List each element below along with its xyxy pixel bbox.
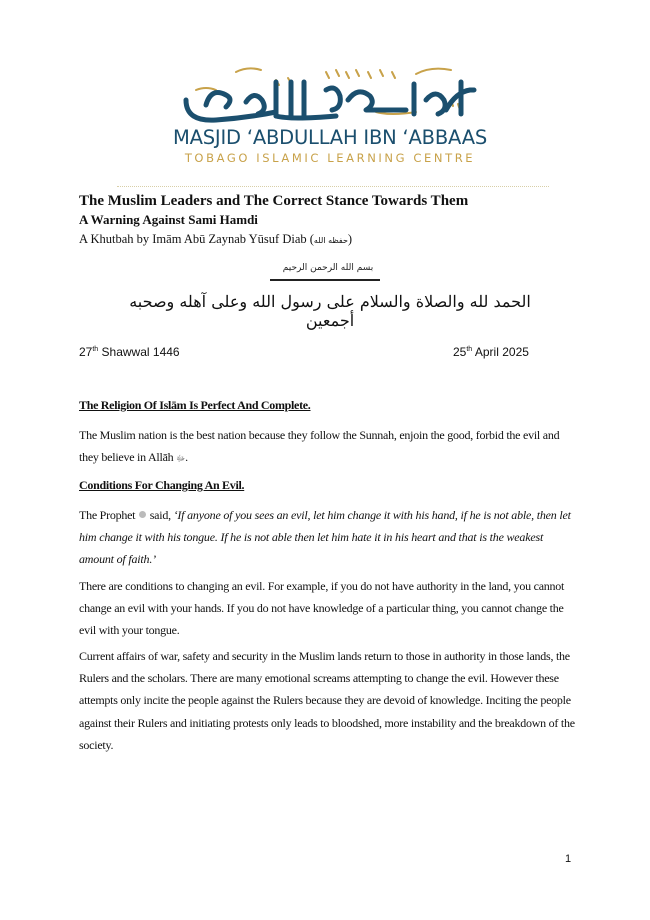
hijri-month-year: Shawwal 1446 — [98, 345, 180, 359]
hijri-suffix: th — [92, 346, 99, 353]
paragraph-lead: The Prophet — [79, 508, 138, 522]
paragraph-hadith — [79, 504, 575, 571]
khutbah-title: The Muslim Leaders and The Correct Stance Towards Them — [79, 193, 469, 209]
byline-arabic-honorific: حفظه الله — [313, 236, 348, 245]
masjid-logo — [170, 50, 490, 180]
paragraph-current-affairs: Current affairs of war, safety and security in the Muslim lands return to those in authority in those lands, the Rulers and the scholars. There are many emotional screams attempting to change the evil. However these attempts only incite the people against the Rulers because they are devoid of knowledge. Inciting the people against their Rulers and initiating protests only leads to bloodshed, more instability and the breakdown of the society. — [79, 649, 575, 752]
hijri-day: 27 — [79, 345, 93, 359]
khutbah-subtitle: A Warning Against Sami Hamdi — [79, 212, 258, 227]
basmala-stroke — [270, 279, 380, 281]
dotted-divider — [117, 186, 549, 187]
paragraph-conditions: There are conditions to changing an evil. For example, if you do not have authority in the land, you cannot change an evil with your hands. If you do not have knowledge of a particular thing, you cannot change the evil with your tongue. — [79, 579, 565, 638]
paragraph-said: said, — [147, 508, 174, 522]
paragraph-end: . — [185, 450, 189, 465]
page-number: 1 — [565, 853, 572, 865]
byline-close: ) — [347, 232, 353, 246]
gregorian-month-year: April 2025 — [472, 345, 529, 359]
gregorian-date — [453, 345, 529, 359]
subhanahu-honorific-icon: ﷻ — [176, 454, 186, 464]
section-heading-religion-perfect: The Religion Of Islām Is Perfect And Complete. — [79, 398, 311, 412]
gregorian-suffix: th — [466, 346, 473, 353]
hadith-quote: ‘If anyone of you sees an evil, let him change it with his hand, if he is not able, then let him change it with his tongue. If he is not able then let him hate it in his heart and that is the weakest amount of faith.’ — [79, 508, 571, 567]
masjid-name-english: MASJID ‘ABDULLAH IBN ‘ABBAAS — [172, 126, 488, 149]
masjid-subtitle: TOBAGO ISLAMIC LEARNING CENTRE — [184, 151, 476, 165]
byline-text: A Khutbah by Imām Abū Zaynab Yūsuf Diab ( — [79, 232, 314, 246]
basmala-text: بسم الله الرحمن الرحيم — [282, 263, 374, 273]
section-heading-conditions: Conditions For Changing An Evil. — [79, 478, 245, 492]
arabic-calligraphy-logo-icon — [176, 60, 486, 130]
hijri-date — [79, 345, 180, 359]
salawat-honorific-icon — [139, 511, 146, 518]
paragraph-best-nation — [79, 424, 575, 470]
gregorian-day: 25 — [453, 345, 467, 359]
khutbah-byline — [79, 232, 352, 247]
opening-praise-arabic: الحمد لله والصلاة والسلام على رسول الله وعلى آهله وصحبه أجمعين — [129, 292, 531, 330]
paragraph-text: The Muslim nation is the best nation because they follow the Sunnah, enjoin the good, forbid the evil and they believe in Allāh — [79, 428, 560, 465]
basmala — [248, 263, 408, 287]
